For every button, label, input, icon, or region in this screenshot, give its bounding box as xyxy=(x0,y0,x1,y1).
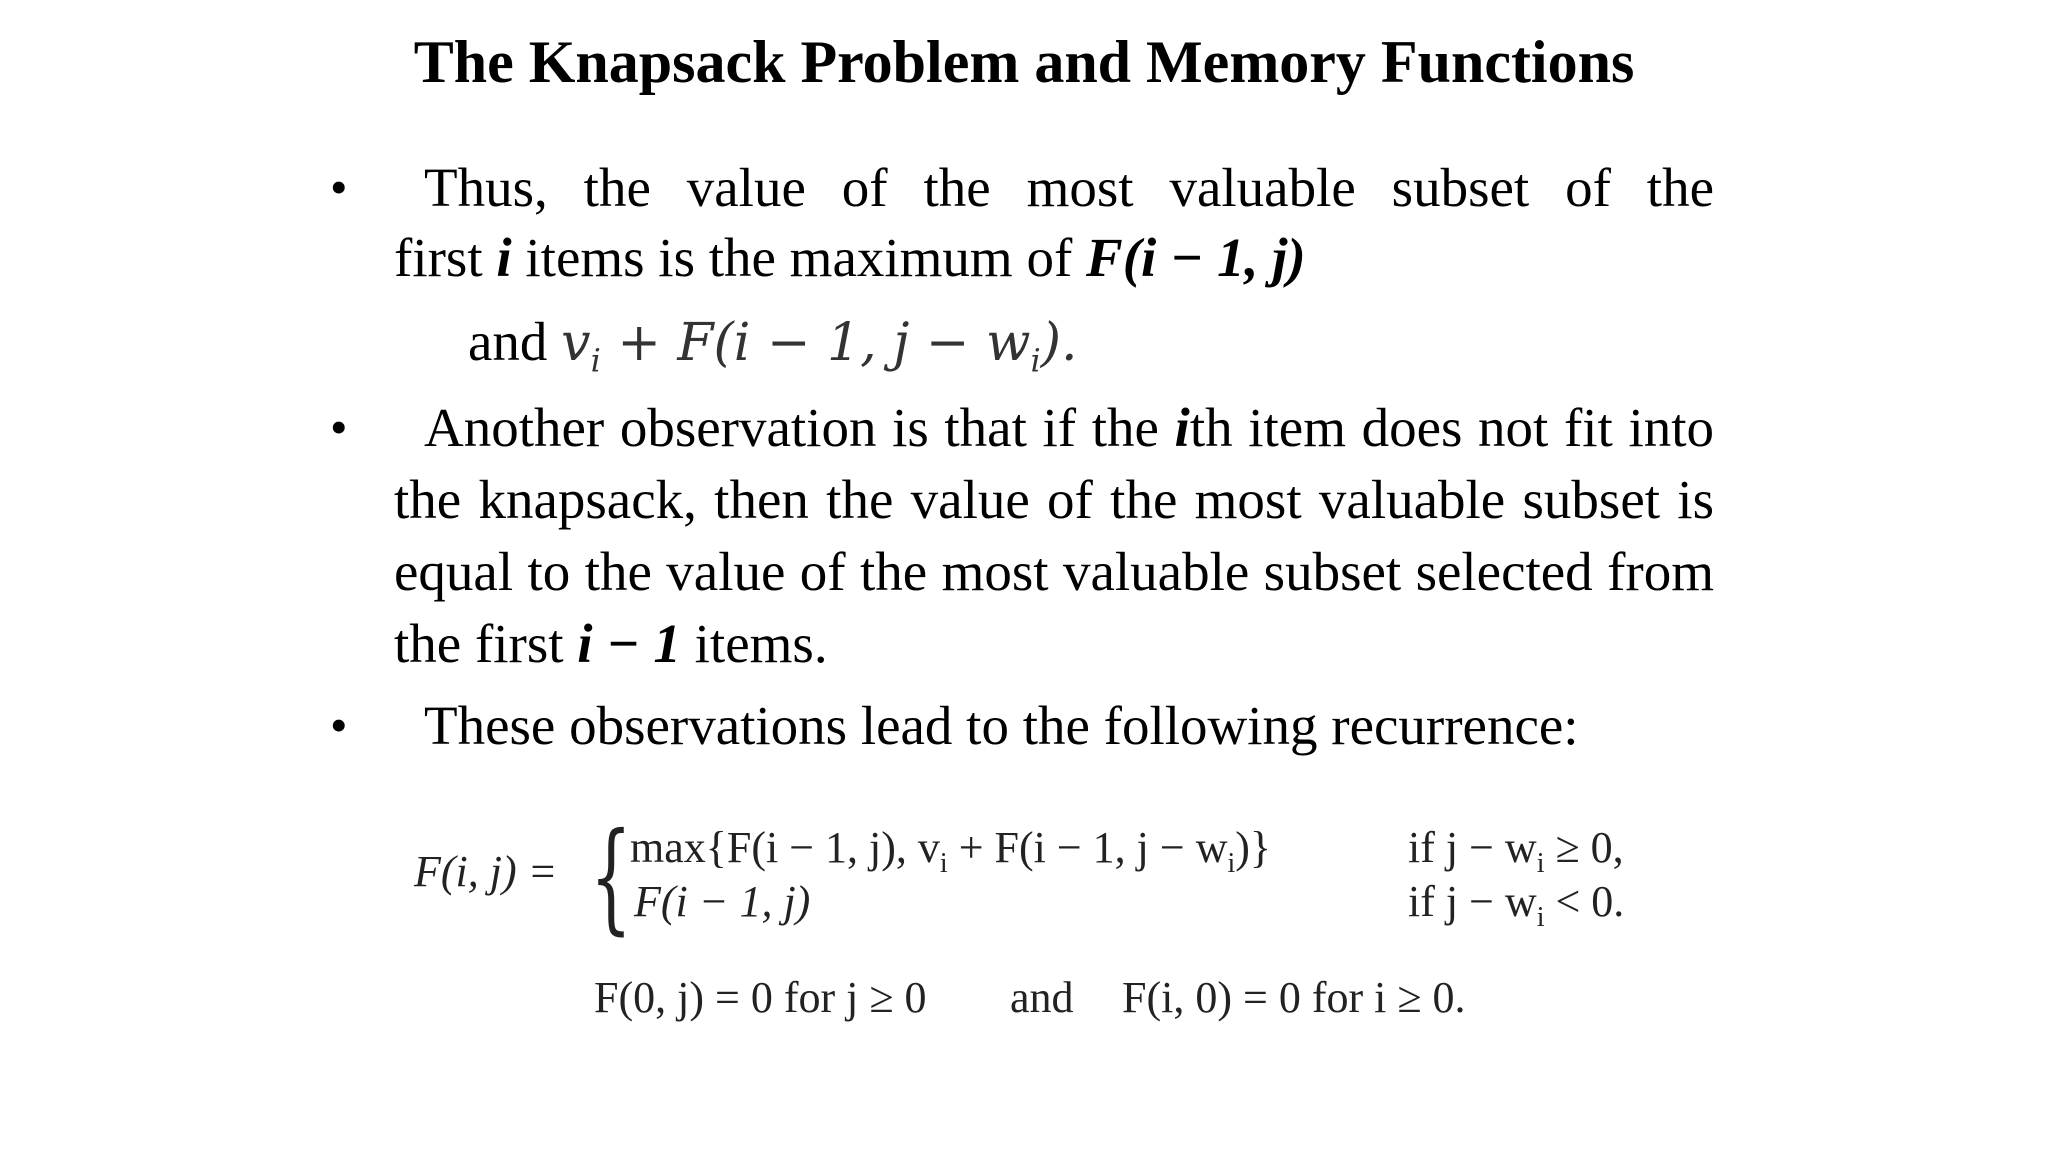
bullet2-mid: th item does not fit into the knapsack, then the value of the most valuable subset is equal to the value of the most valuable subset selected from the first xyxy=(394,397,1714,674)
bullet-marker: • xyxy=(330,399,348,455)
bullet1-line3-formula: $v_i + F(i - 1$, $j - w_i$). xyxy=(561,313,1078,380)
bullet1-line2-expr: F(i − 1, j) xyxy=(1086,227,1306,288)
bullet-marker: • xyxy=(330,159,348,215)
recurrence-case2-condition: if $j - w_i < 0$. xyxy=(1408,877,1625,933)
recurrence-case1: max{F(i − 1, j), $v_i + F(i - 1$, $j - w_i$)} xyxy=(630,823,1272,879)
bullet1-line2-i: i xyxy=(496,227,512,288)
bullet1-line1 xyxy=(394,152,1714,224)
slide-title: The Knapsack Problem and Memory Functions xyxy=(413,29,1635,95)
bullet1-line2-mid: items is the maximum of xyxy=(511,227,1087,288)
recurrence-brace: { xyxy=(590,808,632,947)
base-case-left: F(0, j) = 0 for j ≥ 0 xyxy=(594,973,927,1022)
bullet1-line2-pre: first xyxy=(394,227,497,288)
bullet2-i: i xyxy=(1174,397,1190,458)
bullet-marker: • xyxy=(330,697,348,753)
recurrence-lhs: F(i, j) = xyxy=(414,847,558,896)
recurrence-case2: F(i − 1, j) xyxy=(634,877,811,926)
bullet2-end: items. xyxy=(680,613,828,674)
bullet1-line3-and: and xyxy=(468,311,548,372)
recurrence-case1-condition: if $j - w_i \ge 0$, xyxy=(1408,823,1624,879)
bullet1-line2 xyxy=(394,222,1306,294)
bullet1-line1-text: Thus, the value of the most valuable subset of the xyxy=(424,157,1714,218)
base-case-and: and xyxy=(1010,973,1074,1022)
bullet2-pre: Another observation is that if the xyxy=(424,397,1175,458)
bullet3-text: These observations lead to the following recurrence: xyxy=(424,695,1579,756)
bullet2-paragraph xyxy=(394,392,1714,680)
bullet2-expr: i − 1 xyxy=(577,613,681,674)
base-case-right: F(i, 0) = 0 for i ≥ 0. xyxy=(1122,973,1466,1022)
bullet1-line3 xyxy=(468,306,1078,396)
